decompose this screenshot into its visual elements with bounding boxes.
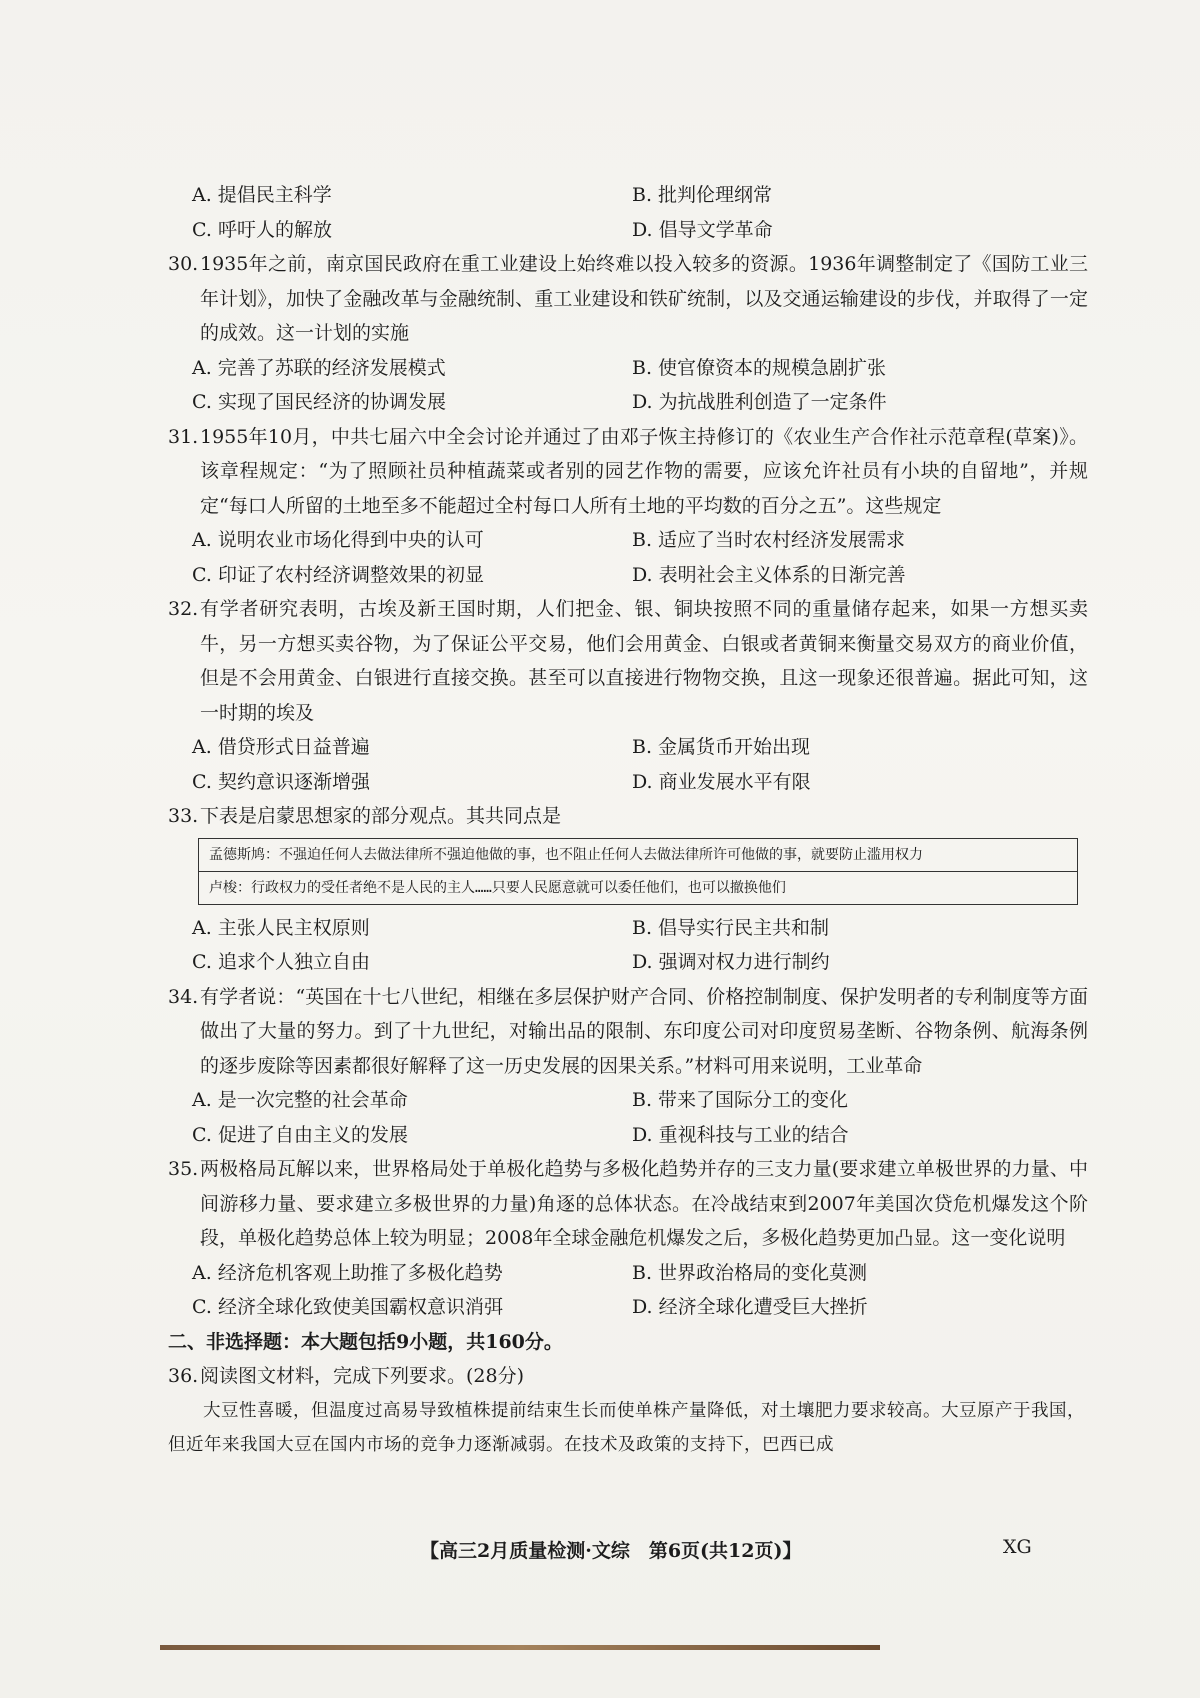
q31-option-d: D. 表明社会主义体系的日渐完善	[632, 563, 906, 586]
question-32	[168, 592, 1088, 730]
footer-code: XG	[1003, 1536, 1032, 1558]
question-number: 35.	[168, 1158, 199, 1180]
question-31	[168, 420, 1088, 524]
section-heading: 二、非选择题：本大题包括9小题，共160分。	[168, 1330, 563, 1353]
q33-option-b: B. 倡导实行民主共和制	[632, 916, 830, 939]
q30-options-row-2	[168, 385, 1088, 420]
q35-options-row-2	[168, 1290, 1088, 1325]
q30-option-a: A. 完善了苏联的经济发展模式	[192, 356, 446, 379]
q36-material-text: 大豆性喜暖，但温度过高易导致植株提前结束生长而使单株产量降低，对土壤肥力要求较高。大豆原产于我国，但近年来我国大豆在国内市场的竞争力逐渐减弱。在技术及政策的支持下，巴西已成	[168, 1400, 1085, 1455]
q29-options-row-1	[168, 178, 1088, 213]
q29-option-c: C. 呼吁人的解放	[192, 218, 332, 241]
q30-option-d: D. 为抗战胜利创造了一定条件	[632, 391, 887, 413]
q34-options-row-2	[168, 1118, 1088, 1153]
q34-options-row-1	[168, 1083, 1088, 1118]
question-content	[168, 178, 1088, 1463]
quote-rousseau: 卢梭：行政权力的受任者绝不是人民的主人……只要人民愿意就可以委任他们，也可以撤换他们	[199, 871, 1078, 904]
question-number: 36.	[168, 1365, 199, 1387]
enlightenment-quotes-table	[198, 838, 1078, 905]
q35-option-a: A. 经济危机客观上助推了多极化趋势	[192, 1261, 503, 1284]
question-number: 34.	[168, 985, 199, 1008]
scan-edge	[160, 1645, 880, 1650]
question-number: 33.	[168, 805, 199, 827]
q29-option-b: B. 批判伦理纲常	[632, 184, 773, 206]
question-stem: 有学者说：“英国在十七八世纪，相继在多层保护财产合同、价格控制制度、保护发明者的专利制度等方面做出了大量的努力。到了十九世纪，对输出品的限制、东印度公司对印度贸易垄断、谷物条例、航海条例的逐步废除等因素都很好解释了这一历史发展的因果关系。”材料可用来说明，工业革命	[200, 985, 1088, 1077]
q35-option-d: D. 经济全球化遭受巨大挫折	[632, 1296, 868, 1318]
page-footer	[0, 1536, 1200, 1576]
q33-option-c: C. 追求个人独立自由	[192, 951, 370, 973]
quote-montesquieu: 孟德斯鸠：不强迫任何人去做法律所不强迫他做的事，也不阻止任何人去做法律所许可他做的事，就要防止滥用权力	[199, 838, 1078, 871]
q34-option-d: D. 重视科技与工业的结合	[632, 1123, 849, 1146]
q32-option-c: C. 契约意识逐渐增强	[192, 770, 370, 793]
footer-page-info: 【高三2月质量检测·文综 第6页(共12页)】	[420, 1540, 802, 1562]
q29-option-d: D. 倡导文学革命	[632, 218, 773, 241]
q35-option-c: C. 经济全球化致使美国霸权意识消弭	[192, 1296, 503, 1318]
q31-option-b: B. 适应了当时农村经济发展需求	[632, 529, 906, 551]
q32-option-b: B. 金属货币开始出现	[632, 736, 811, 758]
q30-options-row-1	[168, 351, 1088, 386]
q32-option-d: D. 商业发展水平有限	[632, 770, 811, 793]
question-stem: 下表是启蒙思想家的部分观点。其共同点是	[200, 805, 562, 827]
q32-options-row-1	[168, 730, 1088, 765]
q31-option-c: C. 印证了农村经济调整效果的初显	[192, 563, 484, 586]
question-stem: 阅读图文材料，完成下列要求。(28分)	[200, 1365, 525, 1387]
q31-options-row-1	[168, 523, 1088, 558]
q35-options-row-1	[168, 1256, 1088, 1291]
q33-options-row-2	[168, 945, 1088, 980]
q29-option-a: A. 提倡民主科学	[192, 184, 332, 206]
question-number: 32.	[168, 598, 199, 620]
q34-option-c: C. 促进了自由主义的发展	[192, 1123, 408, 1146]
q30-option-b: B. 使官僚资本的规模急剧扩张	[632, 356, 887, 379]
q32-option-a: A. 借贷形式日益普遍	[192, 736, 370, 758]
q33-option-a: A. 主张人民主权原则	[192, 916, 370, 939]
question-34	[168, 980, 1088, 1084]
question-stem: 有学者研究表明，古埃及新王国时期，人们把金、银、铜块按照不同的重量储存起来，如果一方想买卖牛，另一方想买卖谷物，为了保证公平交易，他们会用黄金、白银或者黄铜来衡量交易双方的商业价值，但是不会用黄金、白银进行直接交换。甚至可以直接进行物物交换，且这一现象还很普遍。据此可知，这一时期的埃及	[200, 598, 1088, 724]
q32-options-row-2	[168, 765, 1088, 800]
q30-option-c: C. 实现了国民经济的协调发展	[192, 391, 446, 413]
q33-option-d: D. 强调对权力进行制约	[632, 951, 830, 973]
table-row	[199, 838, 1078, 871]
q31-option-a: A. 说明农业市场化得到中央的认可	[192, 529, 484, 551]
q31-options-row-2	[168, 558, 1088, 593]
table-row	[199, 871, 1078, 904]
q29-options-row-2	[168, 213, 1088, 248]
question-35	[168, 1152, 1088, 1256]
q34-option-b: B. 带来了国际分工的变化	[632, 1089, 849, 1111]
question-30	[168, 247, 1088, 351]
question-stem: 1935年之前，南京国民政府在重工业建设上始终难以投入较多的资源。1936年调整制定了《国防工业三年计划》，加快了金融改革与金融统制、重工业建设和铁矿统制，以及交通运输建设的步伐，并取得了一定的成效。这一计划的实施	[200, 253, 1088, 344]
question-number: 31.	[168, 425, 199, 448]
q33-options-row-1	[168, 911, 1088, 946]
question-33	[168, 799, 1088, 834]
question-stem: 1955年10月，中共七届六中全会讨论并通过了由邓子恢主持修订的《农业生产合作社示范章程(草案)》。该章程规定：“为了照顾社员种植蔬菜或者别的园艺作物的需要，应该允许社员有小块的自留地”，并规定“每口人所留的土地至多不能超过全村每口人所有土地的平均数的百分之五”。这些规定	[200, 425, 1088, 517]
question-stem: 两极格局瓦解以来，世界格局处于单极化趋势与多极化趋势并存的三支力量(要求建立单极世界的力量、中间游移力量、要求建立多极世界的力量)角逐的总体状态。在冷战结束到2007年美国次贷危机爆发这个阶段，单极化趋势总体上较为明显；2008年全球金融危机爆发之后，多极化趋势更加凸显。这一变化说明	[200, 1158, 1088, 1249]
q34-option-a: A. 是一次完整的社会革命	[192, 1089, 408, 1111]
question-36	[168, 1359, 1088, 1394]
q35-option-b: B. 世界政治格局的变化莫测	[632, 1261, 868, 1284]
question-number: 30.	[168, 253, 199, 275]
